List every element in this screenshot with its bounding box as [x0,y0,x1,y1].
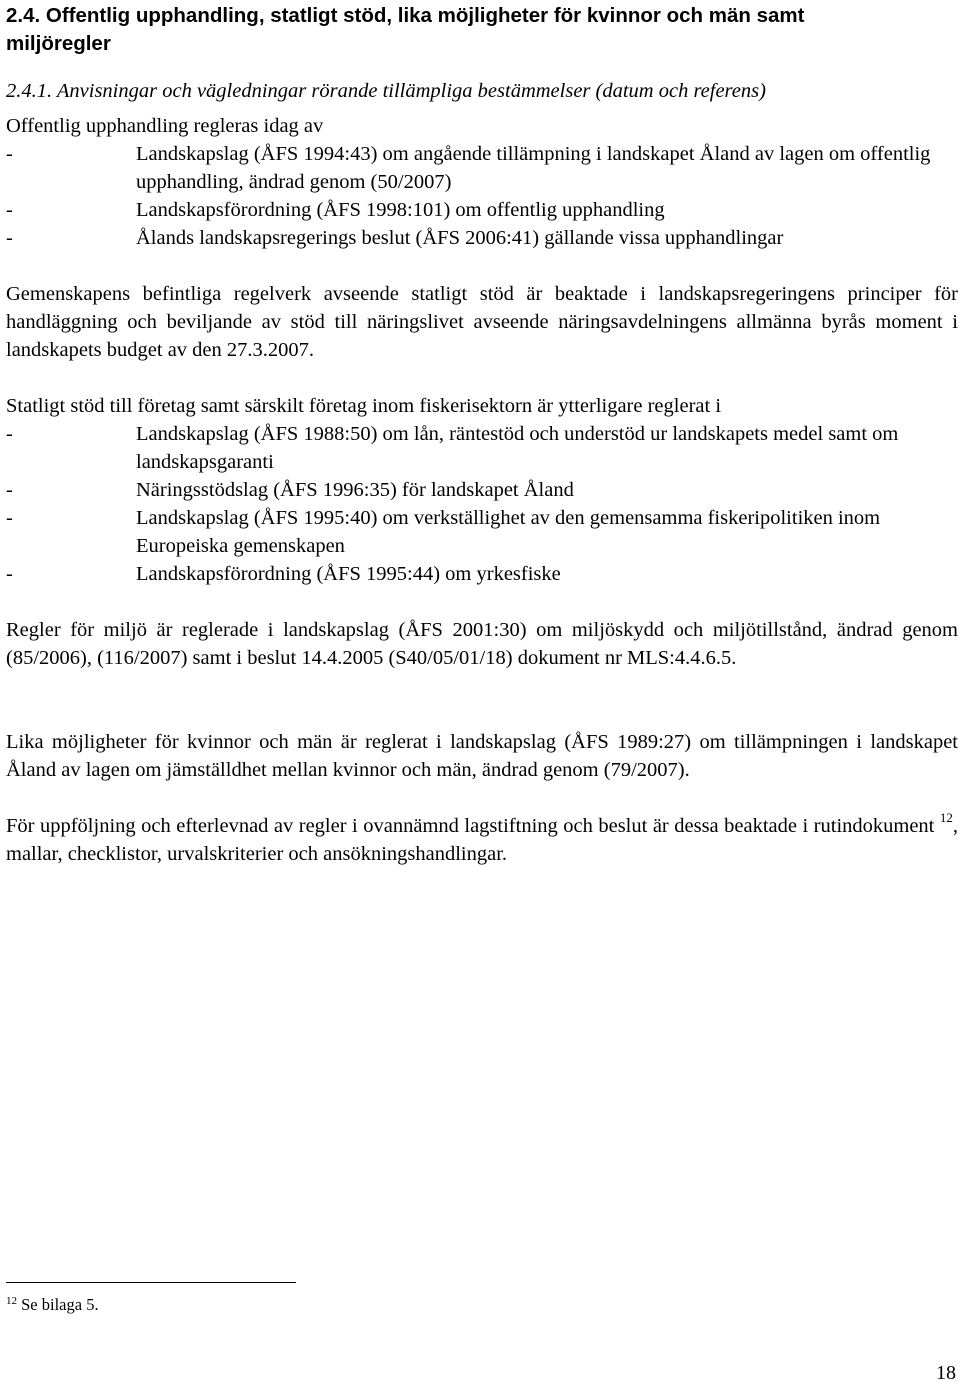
list-dash: - [6,199,13,221]
procurement-intro: Offentlig upphandling regleras idag av [6,115,324,137]
list-item-text: Landskapsförordning (ÅFS 1995:44) om yrkesfiske [136,563,561,585]
list-dash: - [6,423,13,445]
footnote-text: Se bilaga 5. [21,1295,99,1314]
list-dash: - [6,479,13,501]
equal-opportunity-paragraph: Lika möjligheter för kvinnor och män är reglerat i landskapslag (ÅFS 1989:27) om tillämpningen i landskapet Åland av lagen om jämställdhet mellan kvinnor och män, ändrad genom (79/2007). [6,731,958,781]
section-heading: 2.4. Offentlig upphandling, statligt stöd, lika möjligheter för kvinnor och män samt miljöregler [6,4,805,55]
list-item [6,196,958,224]
list-item-text: Landskapslag (ÅFS 1994:43) om angående tillämpning i landskapet Åland av lagen om offentlig upphandling, ändrad genom (50/2007) [136,143,931,193]
list-dash: - [6,563,13,585]
state-aid-section [6,392,958,588]
footnote-separator [6,1282,296,1283]
subsection-heading: 2.4.1. Anvisningar och vägledningar rörande tillämpliga bestämmelser (datum och referens) [6,80,766,102]
page-number: 18 [936,1362,956,1384]
footnote-reference[interactable]: 12 [939,810,953,825]
list-item-text: Landskapslag (ÅFS 1988:50) om lån, räntestöd och understöd ur landskapets medel samt om landskapsgaranti [136,423,899,473]
follow-up-text-after: , mallar, checklistor, urvalskriterier och ansökningshandlingar. [6,815,959,865]
footnote-number: 12 [6,1295,17,1307]
procurement-section [6,112,958,252]
state-aid-paragraph: Gemenskapens befintliga regelverk avseende statligt stöd är beaktade i landskapsregeringens principer för handläggning och beviljande av stöd till näringslivet avseende näringsavdelningens allmänna byrås moment i landskapets budget av den 27.3.2007. [6,283,958,361]
footnote [6,1294,99,1316]
list-item-text: Ålands landskapsregerings beslut (ÅFS 2006:41) gällande vissa upphandlingar [136,227,784,249]
environment-paragraph: Regler för miljö är reglerade i landskapslag (ÅFS 2001:30) om miljöskydd och miljötillstånd, ändrad genom (85/2006), (116/2007) samt i beslut 14.4.2005 (S40/05/01/18) dokument nr MLS:4.4.6.5. [6,619,958,669]
follow-up-text-before: För uppföljning och efterlevnad av regler i ovannämnd lagstiftning och beslut är dessa beaktade i rutindokument [6,815,935,837]
list-item [6,504,958,560]
follow-up-paragraph [6,812,958,868]
list-item [6,224,958,252]
list-item-text: Landskapslag (ÅFS 1995:40) om verkställighet av den gemensamma fiskeripolitiken inom Europeiska gemenskapen [136,507,881,557]
list-item [6,560,958,588]
list-item [6,140,958,196]
list-item [6,476,958,504]
state-aid-intro: Statligt stöd till företag samt särskilt företag inom fiskerisektorn är ytterligare reglerat i [6,395,722,417]
list-item [6,420,958,476]
list-dash: - [6,143,13,165]
list-dash: - [6,227,13,249]
list-item-text: Landskapsförordning (ÅFS 1998:101) om offentlig upphandling [136,199,665,221]
list-dash: - [6,507,13,529]
list-item-text: Näringsstödslag (ÅFS 1996:35) för landskapet Åland [136,479,574,501]
